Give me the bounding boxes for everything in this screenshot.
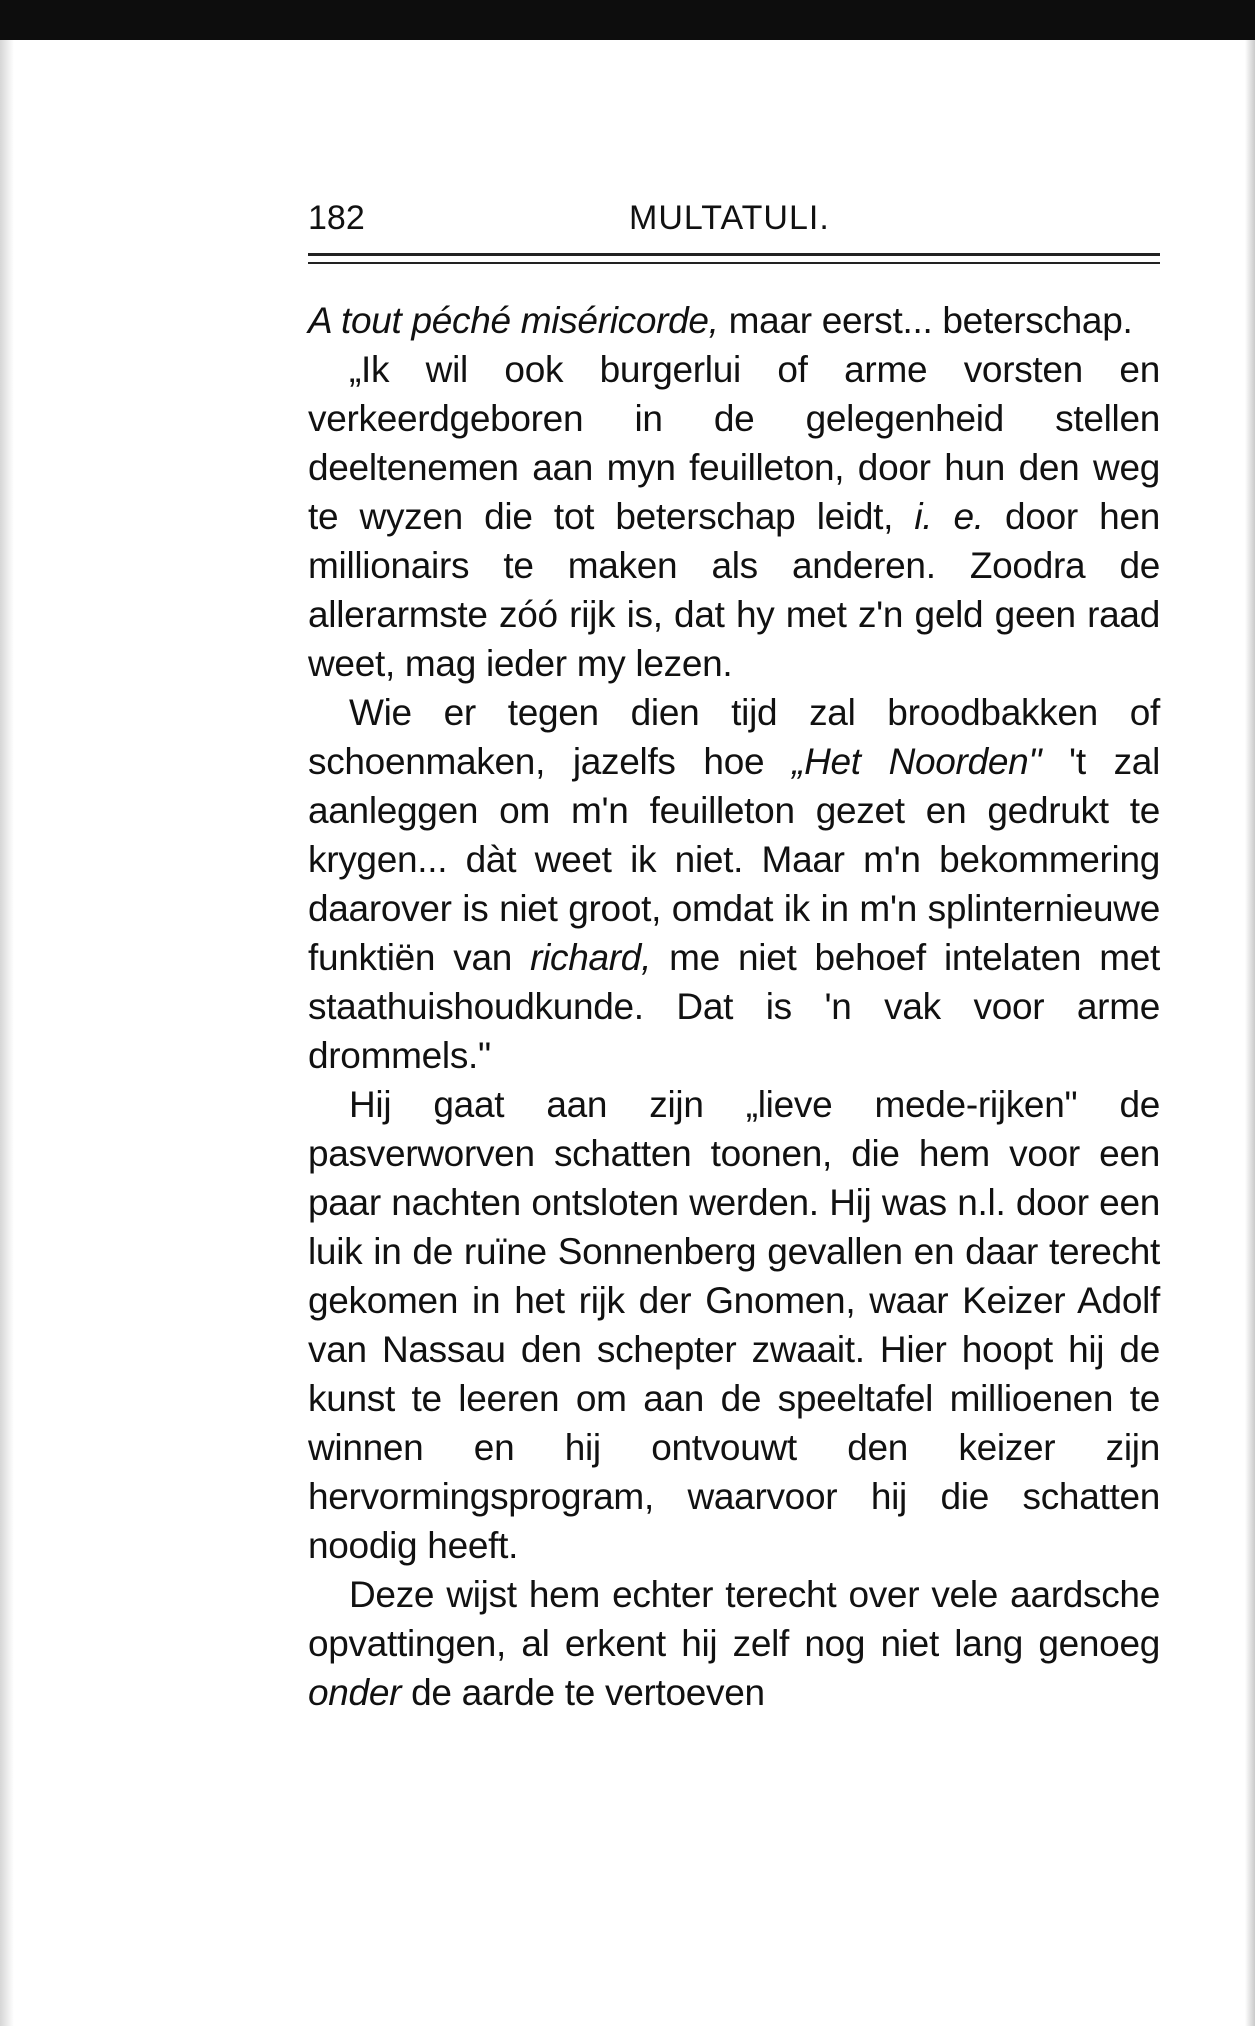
paragraph-5 [308, 1570, 1160, 1717]
text-run: me niet behoef intelaten met staathuishoudkunde. Dat is 'n vak voor arme drommels." [308, 937, 1161, 1076]
text-run: Hij gaat aan zijn „lieve mede-rijken" de pasverworven schatten toonen, die hem voor een paar nachten ontsloten werden. Hij was n.l. door een luik in de ruïne Sonnenberg gevallen en daar terecht gekomen in het rijk der Gnomen, waar Keizer Adolf van Nassau den schepter zwaait. Hier hoopt hij de kunst te leeren om aan de speeltafel millioenen te winnen en hij ontvouwt den keizer zijn hervormingsprogram, waarvoor hij die schatten noodig heeft. [308, 1084, 1160, 1566]
paragraph-4 [308, 1080, 1160, 1570]
header-rule-thin [308, 262, 1160, 264]
page-number: 182 [308, 199, 365, 237]
text-run: Deze wijst hem echter terecht over vele aardsche opvattingen, al erkent hij zelf nog niet lang genoeg [308, 1574, 1160, 1664]
paragraph-2 [308, 345, 1160, 688]
running-title: MULTATULI. [629, 199, 830, 237]
header-rule-thick [308, 253, 1160, 256]
scan-right-shadow [1245, 40, 1255, 2026]
body-text [308, 296, 1160, 1717]
text-run: de aarde te vertoeven [401, 1672, 765, 1713]
italic-phrase: i. e. [914, 496, 984, 537]
italic-phrase: „Het Noorden" [792, 741, 1042, 782]
paragraph-3 [308, 688, 1160, 1080]
text-run: „Ik wil ook burgerlui of arme vorsten en verkeerdgeboren in de gelegenheid stellen deeltenemen aan myn feuilleton, door hun den weg te wyzen die tot beterschap leidt, [308, 349, 1160, 537]
scan-left-shadow [0, 40, 14, 2026]
italic-phrase: richard, [530, 937, 652, 978]
italic-phrase: A tout péché miséricorde, [308, 300, 719, 341]
text-run: Wie er tegen dien tijd zal broodbakken of schoenmaken, jazelfs hoe [308, 692, 1160, 782]
text-run: maar eerst... beterschap. [718, 300, 1133, 341]
book-page [308, 0, 1160, 2026]
italic-phrase: onder [308, 1672, 402, 1713]
text-run: 't zal aanleggen om m'n feuilleton gezet en gedrukt te krygen... dàt weet ik niet. Maar m'n bekommering daarover is niet groot, omdat ik in m'n splinternieuwe funktiën van [308, 741, 1161, 978]
text-run: door hen millionairs te maken als anderen. Zoodra de allerarmste zóó rijk is, dat hy met z'n geld geen raad weet, mag ieder my lezen. [308, 496, 1160, 684]
paragraph-1 [308, 296, 1160, 345]
running-head [308, 193, 1160, 243]
